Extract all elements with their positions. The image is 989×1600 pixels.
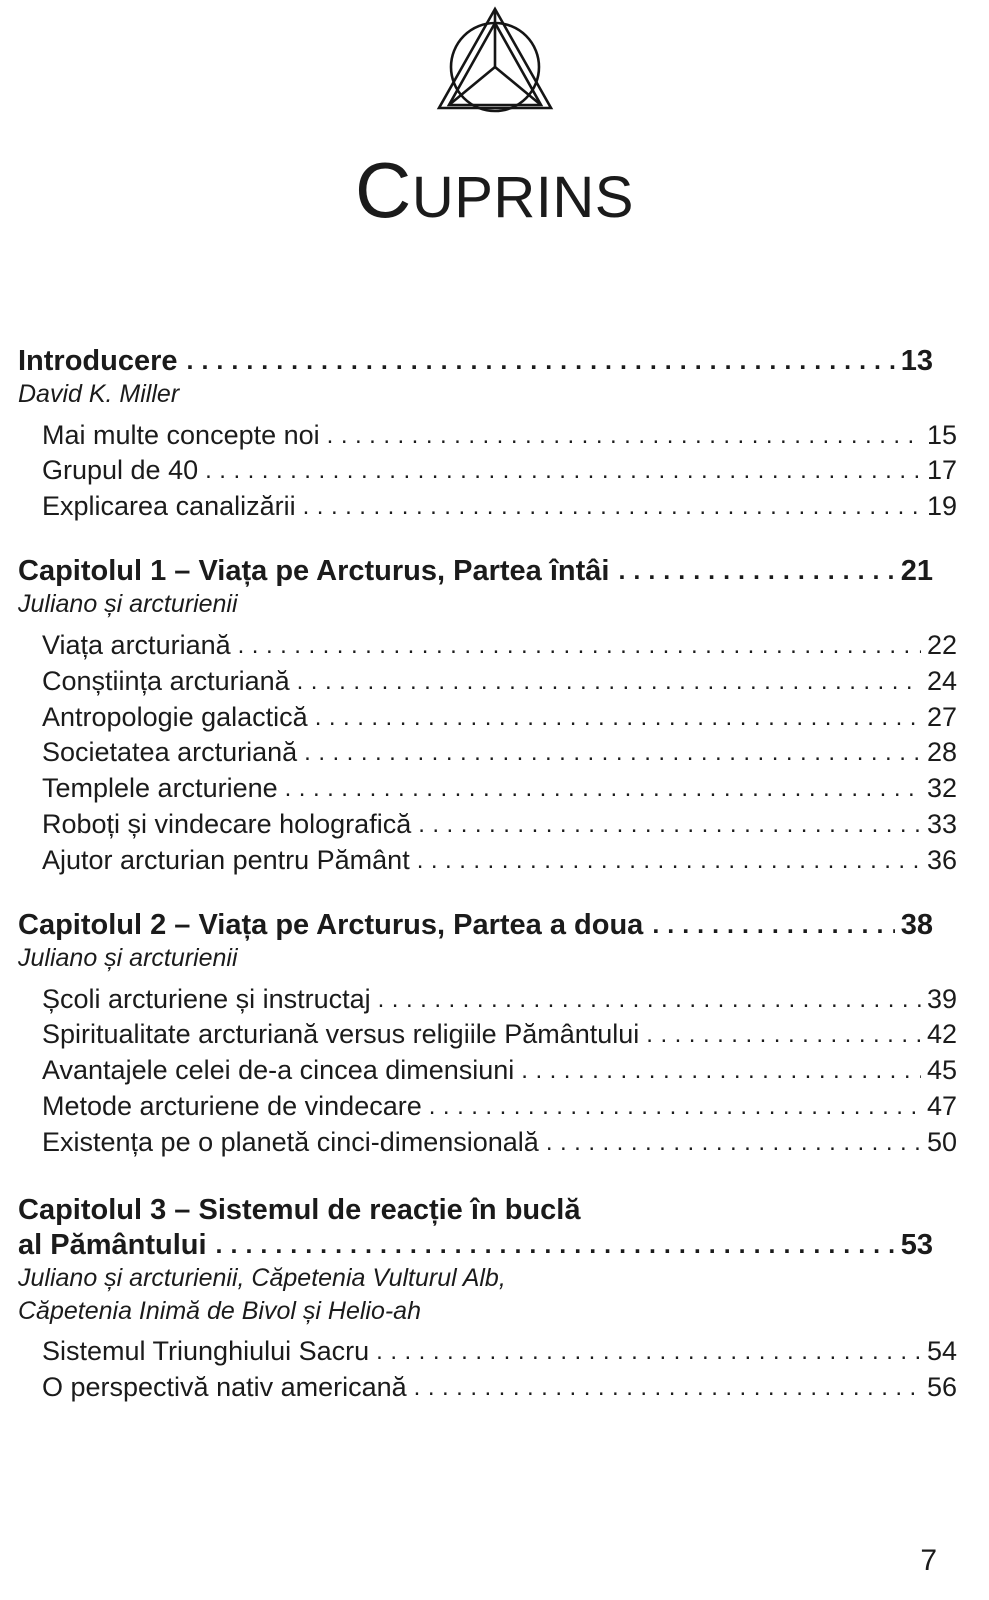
toc-page-number: 33 xyxy=(926,809,957,840)
dot-leader xyxy=(652,911,894,940)
toc-entry-label: Existența pe o planetă cinci-dimensională xyxy=(42,1127,539,1158)
toc-byline xyxy=(18,588,933,621)
toc-page-number: 13 xyxy=(900,345,933,377)
toc-byline-label: Juliano și arcturienii xyxy=(18,944,238,973)
toc-entry-label: Mai multe concepte noi xyxy=(42,419,320,450)
toc-entry-label: Școli arcturiene și instructaj xyxy=(42,983,371,1014)
dot-leader xyxy=(376,1336,921,1368)
toc-chapter-entry[interactable] xyxy=(18,1229,933,1262)
toc-sub-entry[interactable] xyxy=(18,453,957,489)
toc-chapter-label: Capitolul 3 – Sistemul de reacție în buclă xyxy=(18,1194,581,1227)
toc-entry-label: Ajutor arcturian pentru Pământ xyxy=(42,845,410,876)
dot-leader xyxy=(378,984,921,1016)
toc-sub-entry[interactable] xyxy=(18,700,957,736)
toc-chapter-title-line[interactable] xyxy=(18,1191,933,1229)
block-gap xyxy=(18,1327,933,1334)
toc-page-number: 38 xyxy=(900,909,933,942)
toc-entry-label: Introducere xyxy=(18,345,178,377)
toc-sub-entry[interactable] xyxy=(18,1017,957,1053)
dot-leader xyxy=(315,702,921,734)
block-gap xyxy=(18,621,933,628)
toc-entry-label: Grupul de 40 xyxy=(42,455,199,486)
toc-entry-label: Societatea arcturiană xyxy=(42,737,298,768)
dot-leader xyxy=(521,1055,921,1087)
dot-leader xyxy=(216,1231,895,1260)
dot-leader xyxy=(187,347,895,376)
toc-byline-label: Juliano și arcturienii xyxy=(18,590,238,619)
toc-byline-label: Căpetenia Inimă de Bivol și Helio-ah xyxy=(18,1296,421,1325)
toc-page-number: 56 xyxy=(926,1372,957,1403)
dot-leader xyxy=(618,557,894,586)
toc-entry-label: Spiritualitate arcturiană versus religiile Pământului xyxy=(42,1019,640,1050)
toc-page-number: 17 xyxy=(926,455,957,486)
toc-byline xyxy=(18,942,933,975)
toc-sub-entry[interactable] xyxy=(18,771,957,807)
toc-sub-entry[interactable] xyxy=(18,1370,957,1406)
toc-byline xyxy=(18,378,933,411)
page-title xyxy=(0,146,989,235)
toc-byline-label: Juliano și arcturienii, Căpetenia Vulturul Alb, xyxy=(18,1264,506,1293)
toc-sub-entry[interactable] xyxy=(18,1089,957,1125)
toc-entry-label: Metode arcturiene de vindecare xyxy=(42,1091,422,1122)
block-gap xyxy=(18,975,933,982)
toc-byline xyxy=(18,1295,933,1328)
triad-triangle-circle-icon xyxy=(433,4,557,118)
dot-leader xyxy=(285,773,921,805)
section-gap xyxy=(18,1161,933,1191)
toc-page-number: 32 xyxy=(926,773,957,804)
toc-byline-label: David K. Miller xyxy=(18,380,180,408)
section-gap xyxy=(18,879,933,909)
toc-entry-label: O perspectivă nativ americană xyxy=(42,1372,407,1403)
toc-entry-label: Sistemul Triunghiului Sacru xyxy=(42,1336,370,1367)
toc-sub-entry[interactable] xyxy=(18,982,957,1018)
toc-entry-label: Viața arcturiană xyxy=(42,629,231,660)
toc-sub-entry[interactable] xyxy=(18,1053,957,1089)
dot-leader xyxy=(414,1372,921,1404)
toc-page-number: 47 xyxy=(926,1091,957,1122)
dot-leader xyxy=(238,630,921,662)
dot-leader xyxy=(205,455,921,487)
dot-leader xyxy=(304,737,921,769)
toc-entry-label: Explicarea canalizării xyxy=(42,491,296,522)
toc-sub-entry[interactable] xyxy=(18,664,957,700)
toc-entry-label: al Pământului xyxy=(18,1229,207,1262)
logo xyxy=(0,4,989,122)
toc-sub-entry[interactable] xyxy=(18,735,957,771)
toc-page-number: 15 xyxy=(926,419,957,450)
toc-page-number: 54 xyxy=(926,1336,957,1367)
dot-leader xyxy=(327,420,921,452)
toc-chapter-entry[interactable] xyxy=(18,909,933,942)
toc-sub-entry[interactable] xyxy=(18,628,957,664)
toc-page-number: 45 xyxy=(926,1055,957,1086)
dot-leader xyxy=(418,809,921,841)
toc-chapter-entry[interactable] xyxy=(18,555,933,588)
toc-sub-entry[interactable] xyxy=(18,1125,957,1161)
dot-leader xyxy=(297,666,921,698)
page-number: 7 xyxy=(920,1544,937,1577)
dot-leader xyxy=(417,845,921,877)
toc-entry-label: Templele arcturiene xyxy=(42,773,278,804)
toc-page-number: 27 xyxy=(926,701,957,732)
section-gap xyxy=(18,525,933,555)
toc-page-number: 50 xyxy=(926,1127,957,1158)
toc-page-number: 53 xyxy=(900,1229,933,1262)
page-title-initial: C xyxy=(355,146,412,235)
toc-byline xyxy=(18,1262,933,1295)
toc-entry-label: Antropologie galactică xyxy=(42,701,308,732)
dot-leader xyxy=(429,1091,921,1123)
dot-leader xyxy=(546,1127,921,1159)
toc-page-number: 22 xyxy=(926,629,957,660)
toc-entry-label: Roboți și vindecare holografică xyxy=(42,809,412,840)
toc-sub-entry[interactable] xyxy=(18,489,957,525)
toc-page-number: 39 xyxy=(926,983,957,1014)
toc-page-number: 24 xyxy=(926,665,957,696)
toc-entry-label: Conștiința arcturiană xyxy=(42,665,290,696)
toc-sub-entry[interactable] xyxy=(18,418,957,454)
toc-page-number: 28 xyxy=(926,737,957,768)
toc-sub-entry[interactable] xyxy=(18,1334,957,1370)
toc-page-number: 42 xyxy=(926,1019,957,1050)
toc-entry-label: Avantajele celei de-a cincea dimensiuni xyxy=(42,1055,515,1086)
page-title-rest: UPRINS xyxy=(411,165,634,231)
dot-leader xyxy=(646,1019,921,1051)
table-of-contents xyxy=(18,345,957,1406)
toc-chapter-entry[interactable] xyxy=(18,345,933,378)
toc-page-number: 21 xyxy=(900,555,933,588)
toc-page-number: 36 xyxy=(926,845,957,876)
toc-page-number: 19 xyxy=(926,491,957,522)
toc-sub-entry[interactable] xyxy=(18,843,957,879)
toc-sub-entry[interactable] xyxy=(18,807,957,843)
dot-leader xyxy=(303,491,921,523)
toc-entry-label: Capitolul 2 – Viața pe Arcturus, Partea a doua xyxy=(18,909,644,942)
toc-entry-label: Capitolul 1 – Viața pe Arcturus, Partea întâi xyxy=(18,555,610,588)
block-gap xyxy=(18,411,933,418)
